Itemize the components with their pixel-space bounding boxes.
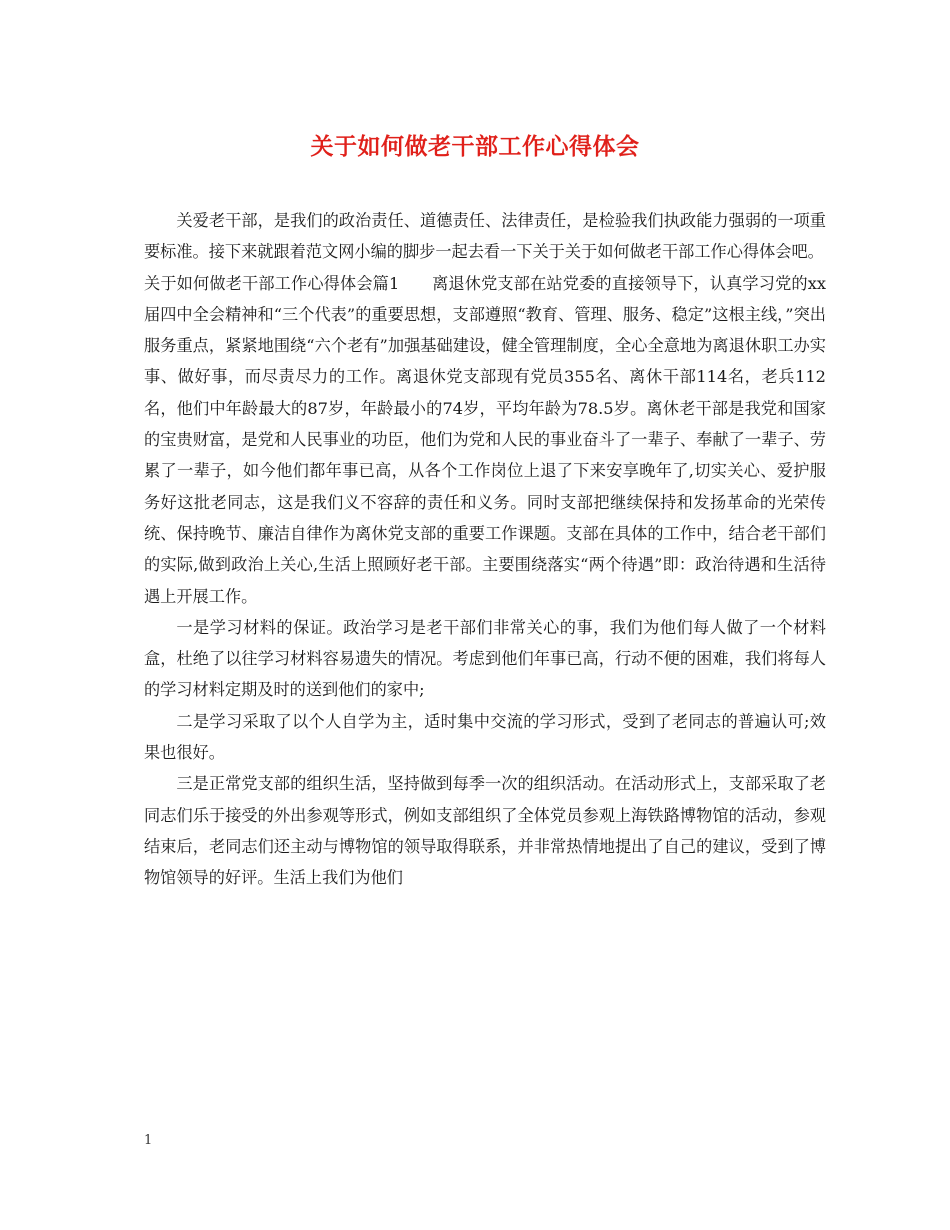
document-body — [144, 205, 826, 894]
document-title: 关于如何做老干部工作心得体会 — [310, 133, 640, 160]
paragraph-point-3: 三是正常党支部的组织生活，坚持做到每季一次的组织活动。在活动形式上，支部采取了老同志们乐于接受的外出参观等形式，例如支部组织了全体党员参观上海铁路博物馆的活动，参观结束后，老同志们还主动与博物馆的领导取得联系，并非常热情地提出了自己的建议，受到了博物馆领导的好评。生活上我们为他们 — [144, 774, 826, 888]
page-number: 1 — [144, 1133, 153, 1148]
paragraph-point-1: 一是学习材料的保证。政治学习是老干部们非常关心的事，我们为他们每人做了一个材料盒，杜绝了以往学习材料容易遗失的情况。考虑到他们年事已高，行动不便的困难，我们将每人的学习材料定期及时的送到他们的家中; — [144, 617, 826, 700]
paragraph-point-2: 二是学习采取了以个人自学为主，适时集中交流的学习形式，受到了老同志的普遍认可;效果也很好。 — [144, 711, 826, 763]
paragraph-intro: 关爱老干部，是我们的政治责任、道德责任、法律责任，是检验我们执政能力强弱的一项重要标准。接下来就跟着范文网小编的脚步一起去看一下关于关于如何做老干部工作心得体会吧。 — [144, 211, 826, 262]
paragraph-section-1: 关于如何做老干部工作心得体会篇1 离退休党支部在站党委的直接领导下，认真学习党的xx届四中全会精神和“三个代表”的重要思想，支部遵照“教育、管理、服务、稳定”这根主线，”突出服务重点，紧紧地围绕“六个老有”加强基础建设，健全管理制度，全心全意地为离退休职工办实事、做好事，而尽责尽力的工作。离退休党支部现有党员355名、离休干部114名，老兵112名，他们中年龄最大的87岁，年龄最小的74岁，平均年龄为78.5岁。离休老干部是我党和国家的宝贵财富，是党和人民事业的功臣，他们为党和人民的事业奋斗了一辈子、奉献了一辈子、劳累了一辈子，如今他们都年事已高，从各个工作岗位上退了下来安享晚年了,切实关心、爱护服务好这批老同志，这是我们义不容辞的责任和义务。同时支部把继续保持和发扬革命的光荣传统、保持晚节、廉洁自律作为离休党支部的重要工作课题。支部在具体的工作中，结合老干部们的实际,做到政治上关心,生活上照顾好老干部。主要围绕落实“两个待遇”即：政治待遇和生活待遇上开展工作。 — [144, 273, 826, 606]
